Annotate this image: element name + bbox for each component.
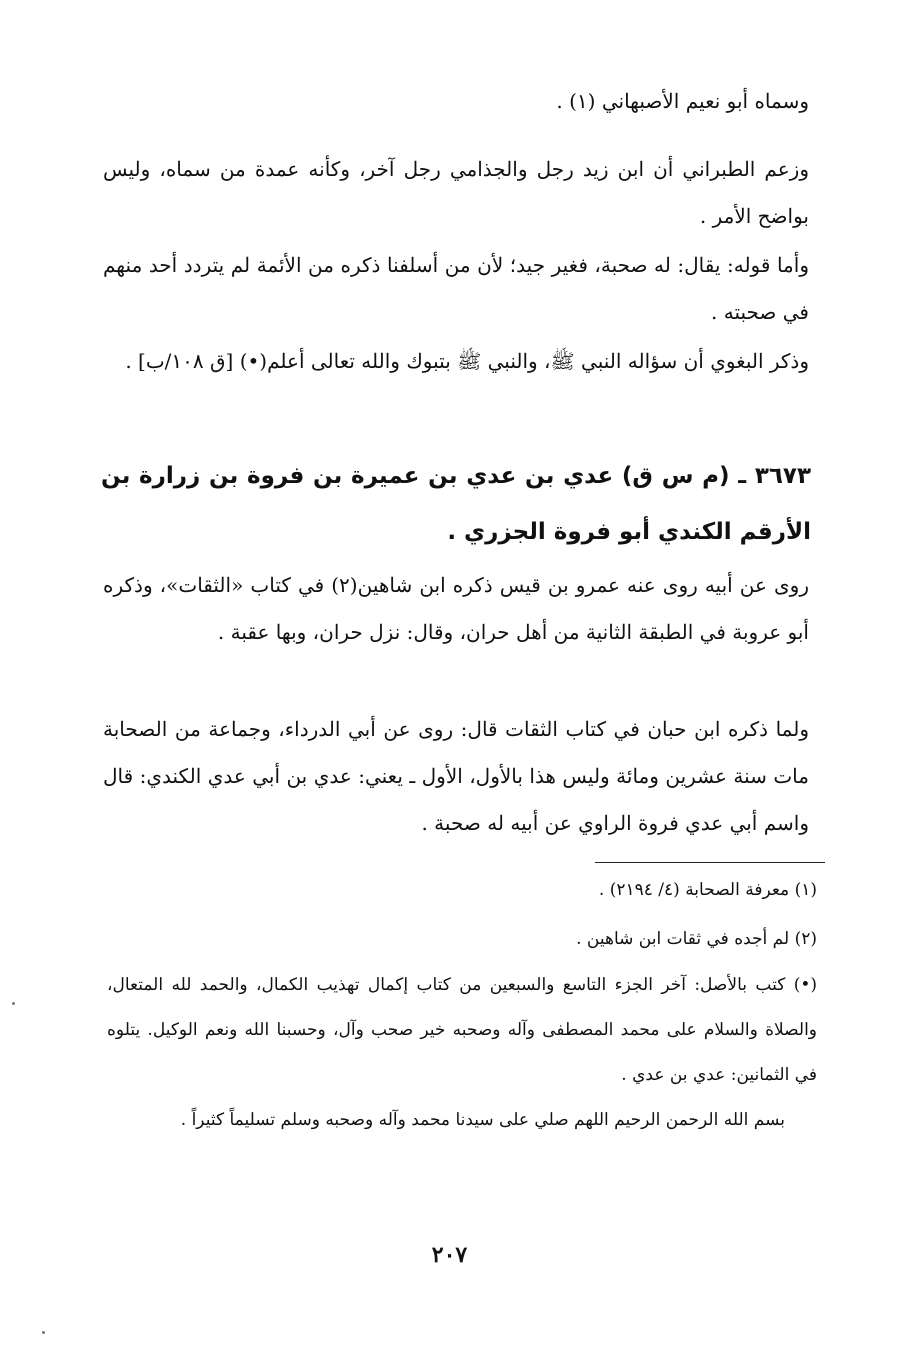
paragraph-suhba: وأما قوله: يقال: له صحبة، فغير جيد؛ لأن من أسلفنا ذكره من الأئمة لم يتردد أحد منهم في صحبته . [103,253,809,324]
footnote-marker: (٢) [794,929,817,949]
footnote-text: لم أجده في ثقات ابن شاهين . [576,929,790,949]
paragraph-riwaya: روى عن أبيه روى عنه عمرو بن قيس ذكره ابن شاهين(٢) في كتاب «الثقات»، وذكره أبو عروبة في الطبقة الثانية من أهل حران، وقال: نزل حران، وبها عقبة . [103,573,809,644]
footnote-marker: (١) [794,880,817,900]
footnote-text-basmala: بسم الله الرحمن الرحيم اللهم صلي على سيدنا محمد وآله وصحبه وسلم تسليماً كثيراً . [180,1110,785,1130]
footnote-separator [595,862,825,863]
entry-heading: ٣٦٧٣ ـ (م س ق) عدي بن عدي بن عميرة بن فروة بن زرارة بن الأرقم الكندي أبو فروة الجزري . [101,463,811,545]
footnote-text: معرفة الصحابة (٤/ ٢١٩٤) . [598,880,790,900]
scan-speck [42,1331,45,1334]
scan-speck [12,1002,15,1005]
footnote-marker: (•) [793,975,817,995]
paragraph-baghawi: وذكر البغوي أن سؤاله النبي ﷺ، والنبي ﷺ بتبوك والله تعالى أعلم(•) [ق ١٠٨/ب] . [125,349,809,373]
footnote-1 [107,868,817,913]
footnote-text: كتب بالأصل: آخر الجزء التاسع والسبعين من كتاب إكمال تهذيب الكمال، والحمد لله المتعال، والصلاة والسلام على محمد المصطفى وآله وصحبه خير صحب وآل، وحسبنا الله ونعم الوكيل. يتلوه في الثمانين: عدي بن عدي . [107,975,817,1085]
paragraph-ibn-hibban: ولما ذكره ابن حبان في كتاب الثقات قال: روى عن أبي الدرداء، وجماعة من الصحابة مات سنة عشرين ومائة وليس هذا بالأول، الأول ـ يعني: عدي بن أبي عدي الكندي: قال واسم أبي عدي فروة الراوي عن أبيه له صحبة . [103,717,809,835]
page-number: ٢٠٧ [431,1242,468,1268]
paragraph-abu-nuaym: وسماه أبو نعيم الأصبهاني (١) . [556,89,809,113]
footnote-2 [107,917,817,962]
footnote-3 [107,963,817,1143]
paragraph-tabarani: وزعم الطبراني أن ابن زيد رجل والجذامي رجل آخر، وكأنه عمدة من سماه، وليس بواضح الأمر . [103,157,809,228]
